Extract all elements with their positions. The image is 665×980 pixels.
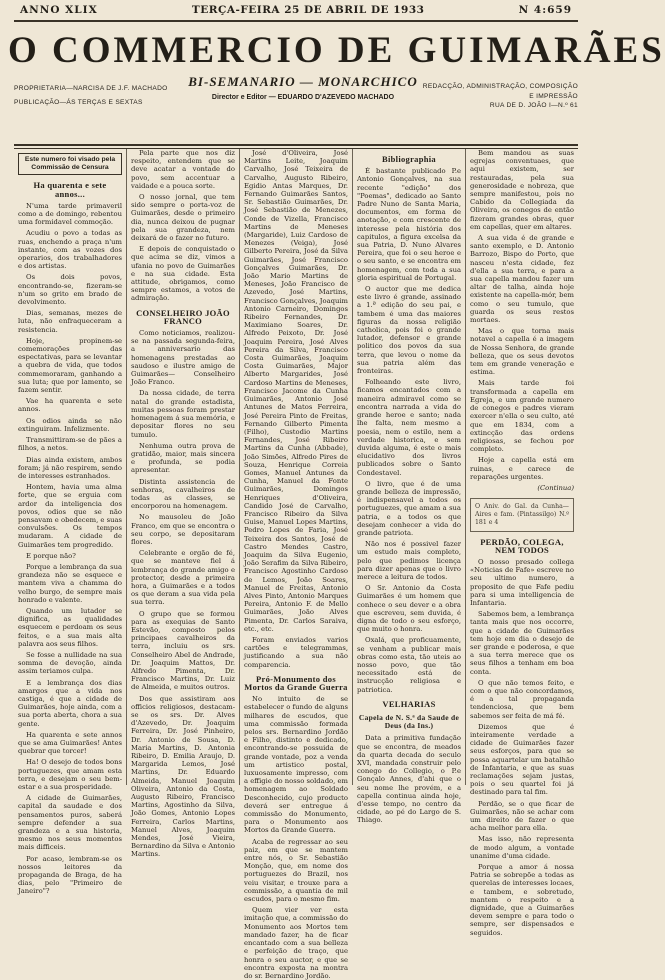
director-label: Director e Editor: [211, 94, 267, 101]
paragraph: Distinta assistencia de senhoras, cavalheiros de todas as classes, se encorporou na homenagem.: [131, 477, 235, 511]
column-4: [353, 149, 466, 825]
paragraph: O nosso jornal, que tem sido sempre o porta-voz de Guimarães, desde o primeiro dia, nunca deixou de pugnar pela sua grandeza, nem deixará de o fazer no futuro.: [131, 193, 235, 243]
column-5: [466, 149, 578, 937]
publication-line: PUBLICAÇÃO—ÁS TERÇAS E SEXTAS: [14, 99, 143, 106]
paragraph: Data a primitiva fundação que se encontra, de meados da quarta decada do seculo XVI, mandada construir pelo conego do Collegio, o P.e Gonçalo Annes, d'ahi que o seu nome lhe provém, e a capella continua ainda hoje, d'esse tempo, no centro da cidade, ao pé do Largo de S. Thiago.: [357, 734, 461, 825]
paragraph: Celebrante e orgão de fé, que se manteve fiel á lembrança do grande amigo e protector, desde a primeira hora, a Guimarães e a todos os que deram a sua vida pela sua terra.: [131, 549, 235, 607]
article-heading-joao-franco: CONSELHEIRO JOÃO FRANCO: [136, 307, 230, 326]
article-heading-bibliography: Bibliographia: [382, 154, 436, 164]
column-2: [127, 149, 240, 859]
paragraph: Transmittiram-se de pães a filhos, a netos.: [18, 436, 122, 453]
paragraph: Quando um lutador se dignifica, as qualidades esquecem e perdoam os seus feitos, e a sua mais alta palavra aos seus filhos.: [18, 606, 122, 648]
article-heading-anniversary: Ha quarenta e sete annos...: [33, 180, 107, 199]
paragraph: Hoje, propinem-se comemorações das espectativas, para se levantar a quebra de vida, que todos commemoraram, ganhando a sua luta; que por lamento, se fazem sentir.: [18, 336, 122, 395]
paragraph: O que não temos feito, e com o que não concordamos, é a tal propaganda tendenciosa, que bem sabemos ser feita de má fé.: [470, 678, 574, 720]
paragraph: Mais tarde foi transformada a capella em Egreja, e um grande numero de conegos e padres vieram exercer n'ella o seu culto, até que em 1834, com a extincção das ordens religiosas, se fechou por completo.: [470, 379, 574, 454]
paragraph: Ha quarenta e sete annos que se ama Guimarães! Antes quebrar que torcer!: [18, 730, 122, 756]
paragraph: Perdão, se o que ficar de Guimarães, não se achar com um direito de fazer o que acha melhor para ella.: [470, 799, 574, 833]
masthead-rule: [14, 144, 578, 146]
paragraph: O livro, que é de uma grande belleza de impressão, é indispensavel a todos os portuguezes, que amam a sua patria, e a todos os que desejam conhecer a vida do grande patriota.: [357, 479, 461, 537]
paragraph: Pela parte que nos diz respeito, entendem que se deve acatar a vontade do povo, sem accentuar a vaidade e a pouca sorte.: [131, 149, 235, 190]
paragraph: Por acaso, lembram-se os nossos leitores da propaganda de Braga, de ha dias, pelo "Primeiro de Janeiro"?: [18, 854, 122, 896]
paragraph: Não nos é possivel fazer um estudo mais completo, pelo que pedimos licença para dizer apenas que o livro merece a leitura de todos.: [357, 540, 461, 581]
paragraph: Da nossa cidade, de terra natal do grande estadista, muitas pessoas foram prestar homenagem á sua memória, e depositar flores no seu tumulo.: [131, 389, 235, 439]
article-columns: [14, 149, 578, 980]
paragraph: A cidade de Guimarães, capital da saudade e dos pensamentos puros, saberá sempre defender a sua grandeza e a sua historia, mesmo nos seus momentos mais difficeis.: [18, 794, 122, 852]
paragraph: E depois de conquistado o que acima se diz, vimos a ufania no povo de Guimarães e na sua cidade. Esta attitude, obrigamos, como sempre estamos, a votos de admiração.: [131, 245, 235, 303]
paragraph: Porque a amor á nossa Patria se sobrepõe a todas as querelas de interesses locaes, e tambem, e sobretudo, mantem o respeito e a dignidade, que a Guimarães devem sempre e para todo o sempre, ser dispensados e seguidos.: [470, 863, 574, 937]
paragraph: Nenhuma outra prova de gratidão, maior, mais sincera e profunda, se podia apresentar.: [131, 441, 235, 475]
article-heading-velharias: VELHARIAS: [382, 698, 436, 709]
paragraph: É bastante publicado P.e Antonio Gonçalves, na sua recente "edição" dos "Poemas", dedicado ao Santo Padre Nuno de Santa Maria, documentos, em forma de anotação, e com crescente de interesse pela história dos capitulos, a figura excelsa da sua Patria, D. Nuno Alvares Pereira, que foi o seu heroe e o seu santo, e se encontra em homenagem, com toda a sua gloria espiritual de Portugal.: [357, 167, 461, 282]
paragraph: N'uma tarde primaveril como a de domingo, rebentou uma formidavel commoção.: [18, 201, 122, 227]
masthead-center: [178, 74, 428, 101]
paragraph: Acudiu o povo a todas as ruas, enchendo a praça n'um instante, com as vozes dos operarios, dos trabalhadores e dos artistas.: [18, 229, 122, 271]
paragraph: Como noticiamos, realizou-se na passada segunda-feira, a anniversario das homenagens prestadas ao saudoso e ilustre amigo de Guimarães— Conselheiro João Franco.: [131, 329, 235, 387]
paragraph: Dizemos que é inteiramente verdade a cidade de Guimarães fazer seus esforços, para que se possa aquartelar um batalhão de Infantaria, e que as suas reclamações sejam justas, pois o seu quartel foi já destinado para tal fim.: [470, 722, 574, 797]
paragraph: O Sr. Antonio da Costa Guimarães é um homem que conhece o seu dever e a obra que escreveu, sem duvida, é digna de todo o seu esforço, que muito o honra.: [357, 584, 461, 634]
paragraph: Acaba de regressar ao seu paiz, em que se mantem entre nós, o Sr. Sebastião Monção, que, em nome dos portuguezes do Brazil, nos veiu visitar, e trouxe para a commissão, a quantia de mil escudos, para o mesmo fim.: [244, 837, 348, 904]
paragraph: Os odios ainda se não extinguiram. Infelizmente.: [18, 416, 122, 433]
paragraph: O auctor que me dedica este livro é grande, assinado a 1.ª edição do seu pai, e tambem é uma das maiores figuras da nossa religião catholica, pois foi o grande lutador, defensor e grande politico dos povos da sua terra, que levou o nome da sua patria além das fronteiras.: [357, 285, 461, 376]
article-heading-monument: Pró-Monumento dos Mortos da Grande Guerra: [244, 673, 348, 692]
paragraph: Oxalá, que proficuamente, se venham a publicar mais obras como esta, tão uteis ao nosso povo, que tão necessitado está de instrucção religiosa e patriotica.: [357, 636, 461, 694]
paragraph: No intuito de se estabelecer o fundo de alguns milhares de escudos, que uma commissão formada pelos srs. Bernardino Jordão e Filho, distinto e dedicado, encontrando-se possuida de grande vontade, poz a venda um artistico postal, luxuosamente impresso, com a effigie do nosso soldado, em homenagem ao Soldado Desconhecido, cujo producto deverá ser entregue á commissão do Monumento, para o Monumento aos Mortos da Grande Guerra.: [244, 695, 348, 835]
paragraph: Mas o que torna mais notavel a capella é a imagem de Nossa Senhora, de grande belleza, que os seus devotos tem em grande veneração e estima.: [470, 327, 574, 377]
director-name: EDUARDO D'AZEVEDO MACHADO: [277, 94, 395, 101]
paragraph: Hontem, havia uma alma forte, que se erguia com ardor da inteligencia dos povos, odios que se não pensavam e obedecem, e suas convulsões. Os tempos mudaram. A cidade de Guimarães tem progredido.: [18, 483, 122, 549]
masthead-right: [423, 82, 578, 111]
paragraph: Quem vier ver esta imitação que, a commissão do Monumento aos Mortos tem mandado fazer, ha de ficar encantado com a sua belleza e perfeição de traço, que honra o seu auctor, e que se encontra exposta na montra do sr. Bernardino Jordão.: [244, 906, 348, 980]
paragraph: Hoje a capella está em ruinas, e carece de reparações urgentes.: [470, 456, 574, 481]
masthead-left: [14, 82, 168, 110]
paragraph: Bem mandou as suas egrejas conventuaes, que aqui existem, ser restauradas, pela sua generosidade e nobreza, que sempre manifestou, pois no Cabido da Collegiada da Oliveira, os conegos de então fizeram grandes obras, quer em capellas, quer em altares.: [470, 149, 574, 231]
paragraph: Sabemos bem, a lembrança tanta mais que nos occorre, que a cidade de Guimarães tem hoje em dia o desejo de ser grande e poderosa, e que a sua terra merece que os seus filhos a tenham em boa conta.: [470, 610, 574, 676]
paragraph: Foram enviados varios cartões e telegrammas, justificando a sua não comparencia.: [244, 635, 348, 669]
paragraph: No mausoleu de João Franco, em que se encontra o seu corpo, se depositaram flores.: [131, 513, 235, 546]
paragraph: Porque a lembrança da sua grandeza não se esquece e mantem viva a chamma do velho burgo, de sempre mais honrado e valente.: [18, 562, 122, 604]
paragraph: Mas isso, não representa de modo algum, a vontade unanime d'uma cidade.: [470, 835, 574, 860]
paragraph: Folheando este livro, ficamos encantados com a maneira admiravel como se encontra narrada a vida do grande heroe e santo; nada lhe falta, nem mesmo a poesia, nem o estilo, nem a verdade historica, e sem duvida alguma, é este o mais elucidativo dos livros publicados sobre o Santo Condestavel.: [357, 378, 461, 477]
paragraph: O nosso presado collega «Noticias de Fafe» escreve no seu ultimo numero, a proposito de que Fafe pediu para si uma intelligencia de Infantaria.: [470, 557, 574, 607]
paragraph: Se fosse a nullidade na sua somma de devoção, ainda assim teriamos culpa.: [18, 650, 122, 676]
issue-number: N 4:659: [518, 4, 572, 16]
subtitle: BI-SEMANARIO — MONARCHICO: [188, 74, 418, 89]
paragraph: Dias, semanas, mezes de luta, não enfraqueceram a resistencia.: [18, 309, 122, 334]
paragraph: Dias ainda existem, ambos foram; já não respirem, sendo de interesses estranhados.: [18, 455, 122, 480]
paragraph: E a lembrança dos dias amargos que a vida nos castiga, é que a cidade de Guimarães, hoje ainda, com a sua porta aberta, chora a sua gente.: [18, 678, 122, 728]
office-line-1: REDACÇÃO, ADMINISTRAÇÃO, COMPOSIÇÃO: [422, 83, 578, 90]
article-subheading-chapel: Capela de N. S.ª da Saude de Deus (da Ins.): [358, 713, 460, 731]
office-line-2: E IMPRESSÃO: [529, 92, 578, 100]
newspaper-title: O COMMERCIO DE GUIMARÃES: [8, 30, 665, 71]
issue-date: TERÇA-FEIRA 25 DE ABRIL DE 1933: [191, 4, 425, 16]
censorship-notice: Este numero foi visado pela Commissão de Censura: [18, 153, 122, 175]
paragraph: José d'Oliveira, José Martins Leite, Joaquim Carvalho, José Teixeira de Carvalho, Augusto Ribeiro, Egidio Antas Marques, Dr. Fernando Guimarães Santos, Sr. Sebastião Guimarães, Dr. José Sebastião de Menezes, Conde de Vizella, Francisco Martins de Meneses (Margaride), Luiz Cardoso de Menezes (Veiga), José Gilberto Pereira, José da Silva Guimarães, José Francisco Gonçalves Guimarães, Dr. João Mario Martins de Meneses, João Francisco de Azevedo, José Martins, Francisco Gonçalves, Joaquim Antonio Carneiro, Domingos Ribeiro Fernandes, Dr. Maximiano Soares, Dr. Alfredo Peixoto, Dr. José Joaquim Pereira, José Alves Pereira da Silva, Francisco Costa Guimarães, Joaquim Costa Guimarães, Major Alberto Margarides, José Cardoso Martins de Meneses, Francisco Jacome da Cunha Guimarães, Antonio José Antunes de Matos Ferreira, José Pereira Pinto de Freitas, Fernando Gilberto Pimenta (Filho), Custodio Martins Fernandes, José Ribeiro Martins da Cunha (Abbade), João Simões, Alfredo Pires de Souza, Henrique Correia Gomes, Manuel Antunes da Cunha, Manuel da Fonte Guimarães, Domingos Henriques d'Oliveira, Candido José de Carvalho, Francisco Ribeiro da Silva Guise, Manuel Lopes Martins, Pedro Lopes de Faria, José Teixeira dos Santos, José de Castro Mendes Castro, Joaquim da Silva Eugenio, João Serafim da Silva Ribeiro, Francisco Agostinho Cardoso de Lemos, João Soares, Manuel de Freitas, Antonio Alves Pinto, Antonio Marques Pereira, Antonio F. de Mello Guimarães, João Alves Pimenta, Dr. Carlos Saraiva, etc., etc.: [244, 149, 348, 633]
year-label: ANNO XLIX: [20, 4, 98, 16]
director-line: Director e Editor — EDUARDO D'AZEVEDO MACHADO: [211, 94, 395, 101]
office-line-3: RUA DE D. JOÃO I—N.º 61: [489, 102, 578, 109]
continued-note: (Continua): [537, 483, 574, 492]
paragraph: Vae ha quarenta e sete annos.: [18, 397, 122, 414]
notice-box: O Aniv. do Gal. da Cunha—Aires e fam. (Pintassilgo) N.º 181 e 4: [470, 498, 574, 531]
paragraph: Dos que assistiram aos officios religiosos, destacam-se os srs. Dr. Alves d'Azevedo, Dr. Joaquim Ferreira, Dr. José Pinheiro, Dr. Antonio de Sousa, D. Maria Martins, D. Antonia Ribeiro, D. Emilia Araujo, D. Margarida Lemos, José Martins, Dr. Eduardo Almeida, Manuel Joaquim Oliveira, Antonio da Costa, Augusto Ribeiro, Francisco Martins, Agostinho da Silva, João Gomes, Antonio Lopes Ferreira, Carlos Martins, Manuel Alves, Joaquim Mendes, José Vieira, Bernardino da Silva e Antonio Martins.: [131, 694, 235, 859]
paragraph: E porque não?: [26, 551, 76, 560]
paragraph: A sua vida é de grande e santo exemplo, e D. Antonio Barrozo, Bispo do Porto, que nasceu n'esta cidade, fez d'ella a sua terra, e para a sua capella mandou fazer um altar de talha, ainda hoje existente na capella-mór, bem como o seu tumulo, que guarda os seus restos mortaes.: [470, 234, 574, 325]
article-heading-perdao: PERDÃO, COLEGA, NEM TODOS: [480, 536, 564, 555]
paragraph: Ha! O desejo de todos bons portuguezes, que amam esta terra, e desejam o seu bem-estar e a sua prosperidade.: [18, 758, 122, 792]
owner-line: PROPRIETARIA—NARCISA DE J.F. MACHADO: [14, 85, 168, 92]
masthead: [8, 74, 584, 144]
dateline: [14, 0, 578, 22]
paragraph: Os dois povos, encontrando-se, fizeram-se n'um so grito em brado de devolvimento.: [18, 273, 122, 307]
column-3: [240, 149, 353, 980]
column-1: [14, 149, 127, 896]
paragraph: O grupo que se formou para as exequias de Santo Estevão, composto pelos principaes cavalheiros da terra, incluiu os srs. Conselheiro Abel de Andrade, Dr. Joaquim Mattos, Dr. Alfredo Pimenta, Dr. Francisco Martins, Dr. Luiz de Almeida, e muitos outros.: [131, 609, 235, 692]
